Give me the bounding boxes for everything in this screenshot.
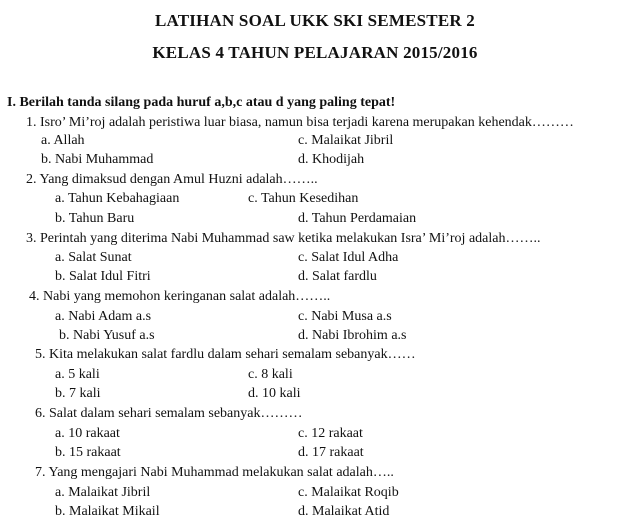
- question-text: 5. Kita melakukan salat fardlu dalam sehari semalam sebanyak……: [35, 347, 416, 362]
- question-text: 1. Isro’ Mi’roj adalah peristiwa luar biasa, namun bisa terjadi karena merupakan kehendak………: [26, 115, 574, 130]
- option-b: b. Nabi Yusuf a.s: [59, 328, 155, 343]
- option-d: d. Tahun Perdamaian: [298, 211, 417, 226]
- option-d: d. Nabi Ibrohim a.s: [298, 328, 407, 343]
- option-d: d. Khodijah: [298, 152, 365, 167]
- option-b: b. 15 rakaat: [55, 445, 121, 460]
- document-title: LATIHAN SOAL UKK SKI SEMESTER 2: [155, 11, 475, 30]
- option-b: b. Tahun Baru: [55, 211, 135, 226]
- document-subtitle: KELAS 4 TAHUN PELAJARAN 2015/2016: [152, 43, 478, 62]
- option-a: a. Nabi Adam a.s: [55, 309, 152, 324]
- option-c: c. Salat Idul Adha: [298, 250, 399, 265]
- option-a: a. Tahun Kebahagiaan: [55, 191, 180, 206]
- option-a: a. 5 kali: [55, 367, 100, 382]
- question-text: 7. Yang mengajari Nabi Muhammad melakukan salat adalah…..: [35, 465, 394, 480]
- option-a: a. 10 rakaat: [55, 426, 120, 441]
- option-d: d. Malaikat Atid: [298, 504, 390, 519]
- section-heading: I. Berilah tanda silang pada huruf a,b,c atau d yang paling tepat!: [7, 95, 396, 110]
- option-a: a. Allah: [41, 133, 85, 148]
- option-c: c. Malaikat Jibril: [298, 133, 394, 148]
- option-c: c. Malaikat Roqib: [298, 485, 399, 500]
- option-d: d. 10 kali: [248, 386, 301, 401]
- option-c: c. Nabi Musa a.s: [298, 309, 392, 324]
- option-b: b. Malaikat Mikail: [55, 504, 160, 519]
- option-c: c. Tahun Kesedihan: [248, 191, 359, 206]
- question-text: 3. Perintah yang diterima Nabi Muhammad saw ketika melakukan Isra’ Mi’roj adalah……..: [26, 231, 541, 246]
- option-b: b. 7 kali: [55, 386, 101, 401]
- option-d: d. Salat fardlu: [298, 269, 377, 284]
- option-b: b. Nabi Muhammad: [41, 152, 154, 167]
- option-c: c. 12 rakaat: [298, 426, 363, 441]
- question-text: 2. Yang dimaksud dengan Amul Huzni adalah……..: [26, 172, 318, 187]
- option-a: a. Salat Sunat: [55, 250, 132, 265]
- option-d: d. 17 rakaat: [298, 445, 364, 460]
- question-text: 4. Nabi yang memohon keringanan salat adalah……..: [29, 289, 331, 304]
- question-text: 6. Salat dalam sehari semalam sebanyak………: [35, 406, 303, 421]
- option-a: a. Malaikat Jibril: [55, 485, 151, 500]
- option-b: b. Salat Idul Fitri: [55, 269, 151, 284]
- option-c: c. 8 kali: [248, 367, 293, 382]
